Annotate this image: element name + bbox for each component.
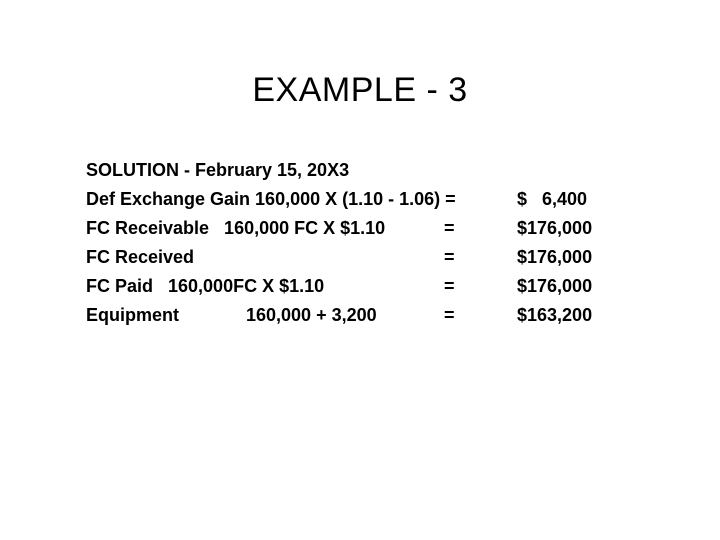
entry-label: Def Exchange Gain 160,000 X (1.10 - 1.06) = [86,189,456,209]
entry-row [86,243,646,272]
solution-heading-line [86,156,646,185]
entry-row [86,272,646,301]
entry-label: Equipment [86,305,179,325]
entry-row [86,301,646,330]
equals-sign: = [444,218,455,238]
solution-block [86,156,646,330]
entry-amount: $163,200 [517,305,593,325]
entry-amount: $176,000 [517,247,593,267]
entry-label: FC Received [86,247,195,267]
entry-detail: 160,000 + 3,200 [246,305,377,325]
slide-title: EXAMPLE - 3 [252,71,468,109]
solution-heading: SOLUTION - February 15, 20X3 [86,160,350,180]
entry-amount: $176,000 [517,218,593,238]
entry-amount: $176,000 [517,276,593,296]
equals-sign: = [444,305,455,325]
entry-row [86,185,646,214]
entry-label: FC Receivable 160,000 FC X $1.10 [86,218,386,238]
entry-amount: $ 6,400 [517,189,588,209]
entry-label: FC Paid 160,000FC X $1.10 [86,276,325,296]
equals-sign: = [444,247,455,267]
entry-row [86,214,646,243]
equals-sign: = [444,276,455,296]
